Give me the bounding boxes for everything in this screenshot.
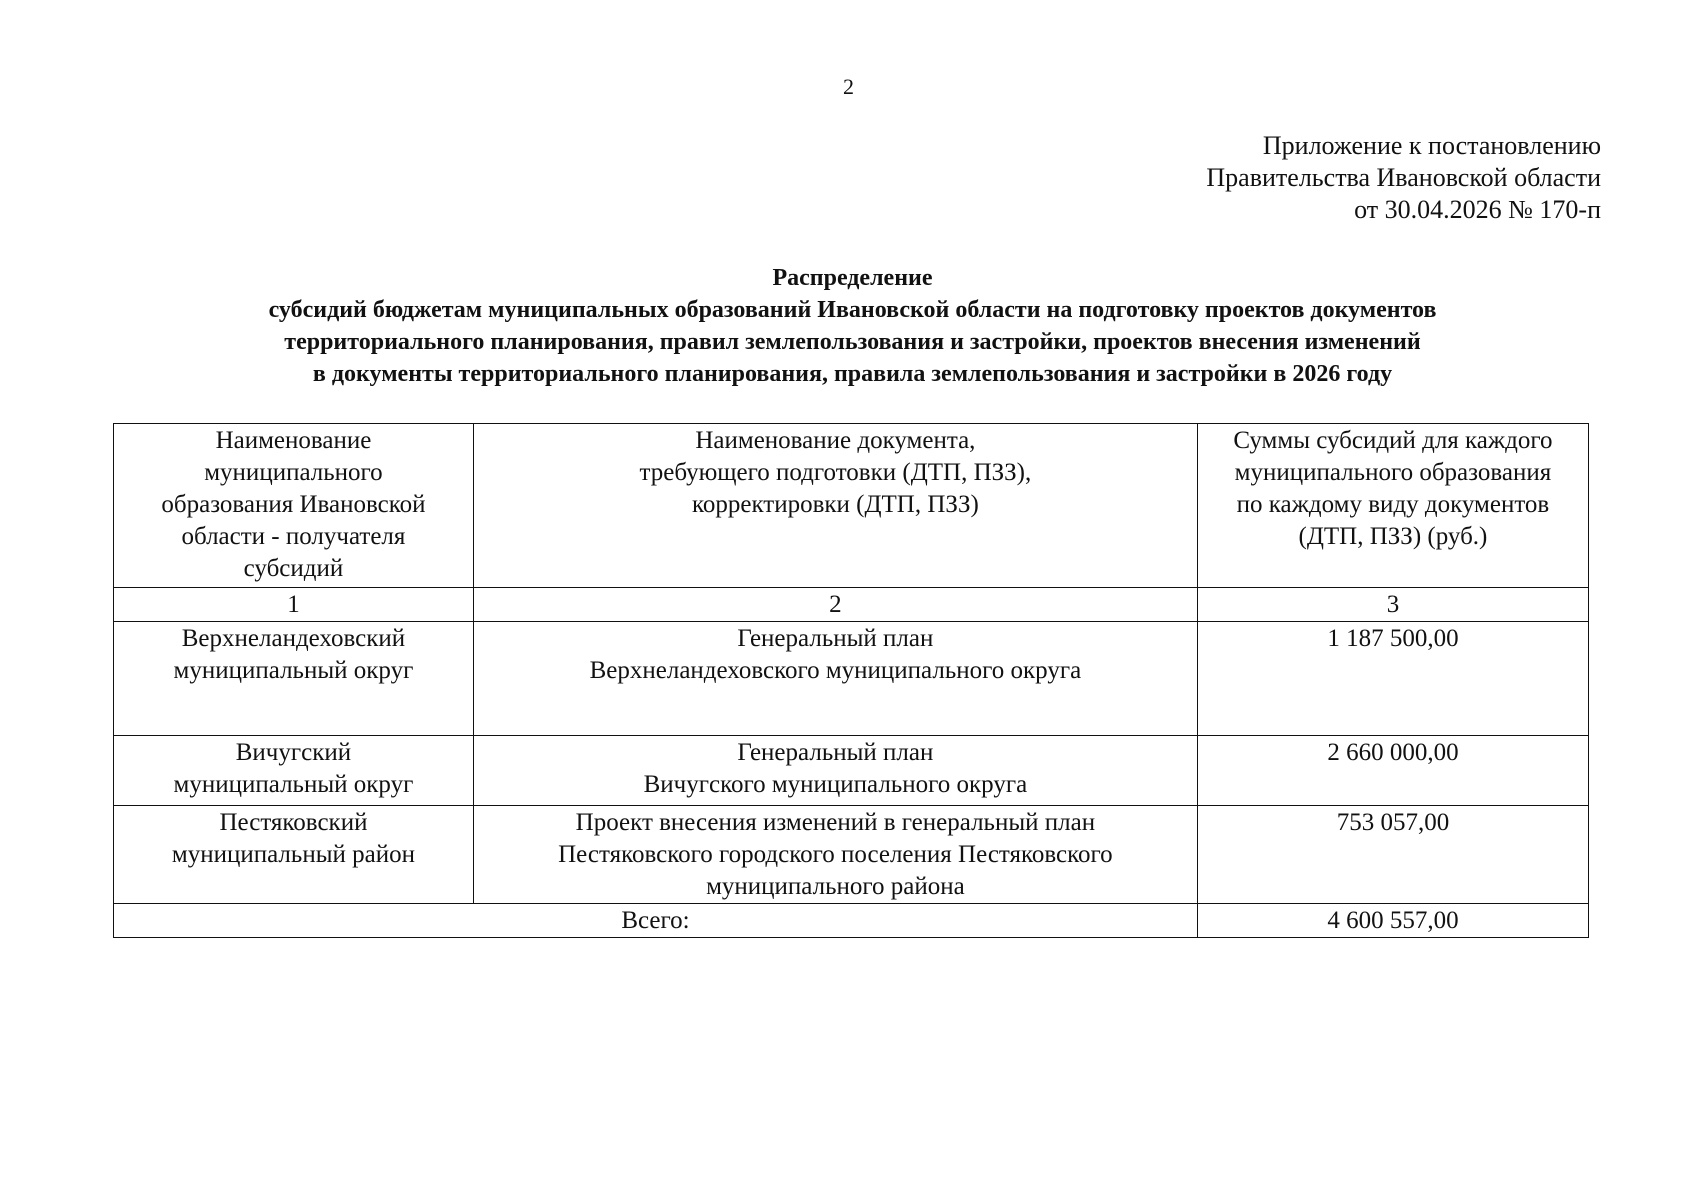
appendix-line: от 30.04.2026 № 170-п	[1354, 195, 1601, 224]
title-line: субсидий бюджетам муниципальных образований Ивановской области на подготовку проектов документов	[268, 297, 1437, 323]
table-header-row	[114, 424, 1589, 588]
document-cell	[473, 736, 1197, 806]
municipality-cell	[114, 622, 474, 736]
appendix-reference	[1206, 130, 1601, 226]
header-text: образования Ивановской	[161, 491, 426, 518]
appendix-line: Приложение к постановлению	[1262, 131, 1601, 160]
municipality-cell	[114, 736, 474, 806]
header-text: муниципального образования	[1234, 459, 1552, 486]
table-row	[114, 806, 1589, 904]
amount-cell: 1 187 500,00	[1197, 622, 1588, 736]
header-text: требующего подготовки (ДТП, ПЗЗ),	[639, 459, 1032, 486]
cell-text: муниципальный округ	[173, 657, 414, 684]
title-line: территориального планирования, правил землепользования и застройки, проектов внесения изменений	[284, 329, 1421, 355]
table-row	[114, 622, 1589, 736]
header-text: муниципального	[204, 459, 383, 486]
amount-cell: 2 660 000,00	[1197, 736, 1588, 806]
municipality-cell	[114, 806, 474, 904]
cell-text: муниципальный район	[171, 841, 415, 868]
column-number: 3	[1197, 588, 1588, 622]
column-number: 1	[114, 588, 474, 622]
table-row	[114, 736, 1589, 806]
cell-text: Верхнеландеховского муниципального округа	[589, 657, 1082, 684]
appendix-line: Правительства Ивановской области	[1206, 163, 1601, 192]
header-municipality	[114, 424, 474, 588]
column-number: 2	[473, 588, 1197, 622]
document-cell	[473, 806, 1197, 904]
cell-text: Генеральный план	[737, 625, 934, 652]
cell-text: Вичугского муниципального округа	[643, 771, 1028, 798]
document-cell	[473, 622, 1197, 736]
header-text: субсидий	[243, 555, 344, 582]
cell-text: Верхнеландеховский	[181, 625, 406, 652]
cell-text: Вичугский	[235, 739, 352, 766]
header-text: по каждому виду документов	[1236, 491, 1550, 518]
header-text: области - получателя	[181, 523, 406, 550]
amount-cell: 753 057,00	[1197, 806, 1588, 904]
cell-text: муниципальный округ	[173, 771, 414, 798]
title-line: в документы территориального планирования, правила землепользования и застройки в 2026 году	[312, 361, 1393, 387]
total-row	[114, 904, 1589, 938]
total-amount: 4 600 557,00	[1197, 904, 1588, 938]
cell-text: Пестяковского городского поселения Пестяковского	[558, 841, 1113, 868]
title-line: Распределение	[772, 265, 933, 291]
cell-text: Проект внесения изменений в генеральный план	[575, 809, 1096, 836]
header-text: (ДТП, ПЗЗ) (руб.)	[1298, 523, 1488, 550]
subsidy-distribution-table	[113, 423, 1589, 938]
cell-text: Пестяковский	[219, 809, 368, 836]
document-title	[120, 262, 1585, 390]
header-text: Наименование документа,	[695, 427, 976, 454]
column-number-row	[114, 588, 1589, 622]
header-amount	[1197, 424, 1588, 588]
header-document	[473, 424, 1197, 588]
page-number: 2	[843, 74, 854, 99]
header-text: Наименование	[215, 427, 372, 454]
cell-text: Генеральный план	[737, 739, 934, 766]
total-label: Всего:	[114, 904, 1198, 938]
header-text: Суммы субсидий для каждого	[1233, 427, 1553, 454]
cell-text: муниципального района	[706, 873, 965, 900]
header-text: корректировки (ДТП, ПЗЗ)	[691, 491, 979, 518]
